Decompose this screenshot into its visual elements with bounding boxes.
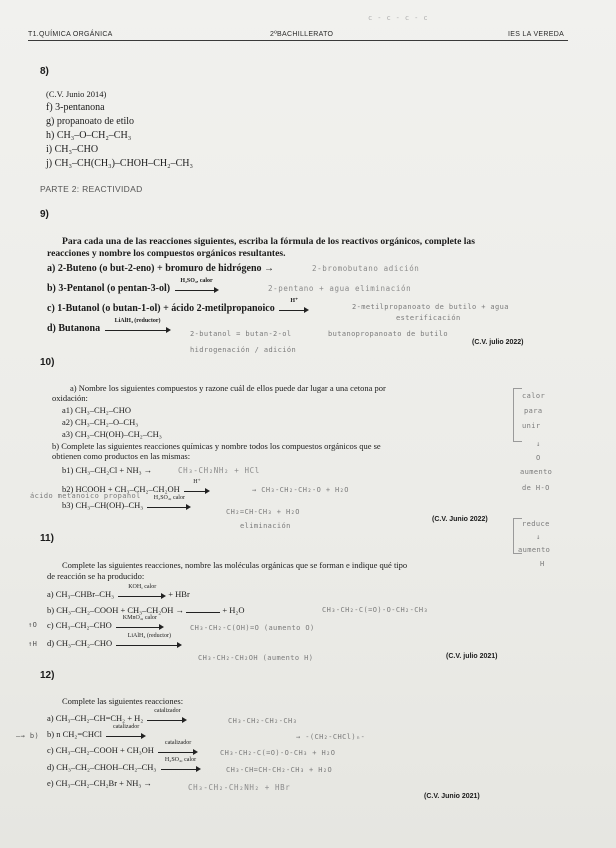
q12-b-text: b) n CH₂=CHCl	[47, 729, 102, 739]
q9-b-arrow	[175, 277, 219, 294]
q12-d-text: d) CH₃–CH₂–CHOH–CH₂–CH₃	[47, 762, 157, 772]
q11-c-answer: CH₃-CH₂-C(OH)=O (aumento O)	[190, 624, 315, 632]
q9-c-condition: H⁺	[290, 297, 299, 304]
q8-number: 8)	[40, 66, 49, 77]
q12-c-text: c) CH₃–CH₂–COOH + CH₃OH	[47, 745, 154, 755]
q9-source: (C.V. julio 2022)	[472, 339, 524, 346]
q10-margin-bracket	[513, 388, 522, 442]
q12-number: 12)	[40, 670, 55, 681]
q11-b-tail: + H₂O	[222, 605, 245, 615]
q11-a-tail: + HBr	[168, 589, 190, 599]
q9-number: 9)	[40, 209, 49, 220]
q10-a2: a2) CH₃–CH₂–O–CH₃	[62, 417, 139, 427]
q9-c-arrow	[279, 297, 309, 314]
q10-margin-3: unir	[522, 422, 541, 430]
q11-d-condition: LiAlH₄ (reductor)	[127, 633, 171, 640]
q9-d-condition: LiAlH₄ (reductor)	[114, 317, 161, 324]
q9-intro-line2: reacciones y nombre los compuestos orgánicos resultantes.	[47, 248, 286, 259]
q11-a-text: a) CH₃–CHBr–CH₃	[47, 589, 115, 599]
q8-item-i: i) CH₃–CHO	[46, 144, 99, 155]
q10-b2-arrow	[184, 479, 210, 495]
q10-b2-condition: H⁺	[193, 479, 201, 486]
q10-b1: b1) CH₃–CH₂Cl + NH₃ →	[62, 465, 153, 475]
q9-c	[47, 297, 311, 315]
q8-item-h: h) CH₃–O–CH₂–CH₃	[46, 130, 132, 141]
q9-d-text: d) Butanona	[47, 323, 101, 334]
q11-intro-line1: Complete las siguientes reacciones, nombre las moléculas orgánicas que se forman e indique qué tipo	[62, 560, 408, 570]
q11-margin-3: aumento	[518, 546, 551, 554]
header-course: 2ºBACHILLERATO	[270, 31, 334, 38]
q9-b	[47, 277, 221, 295]
q11-c	[47, 615, 166, 631]
q11-d	[47, 633, 184, 649]
q10-margin-6: aumento	[520, 468, 553, 476]
q10-a1: a1) CH₃–CH₂–CHO	[62, 405, 131, 415]
q9-d-answer-type: hidrogenación / adición	[190, 346, 297, 354]
q10-b3-answer: CH₂=CH-CH₃ + H₂O	[226, 508, 300, 516]
q12-a-answer: CH₃-CH₂-CH₂-CH₃	[228, 717, 298, 725]
q12-b-mark: —→ b)	[16, 732, 40, 740]
q12-d-answer: CH₃-CH=CH-CH₂-CH₃ + H₂O	[226, 766, 333, 774]
header-rule	[28, 40, 568, 41]
q8-item-j: j) CH₃–CH(CH₃)–CHOH–CH₂–CH₃	[46, 158, 194, 169]
q11-d-text: d) CH₃–CH₂–CHO	[47, 638, 113, 648]
header-scribble: c - c - c - c	[368, 14, 428, 22]
q11-d-mark: ↑H	[28, 640, 38, 648]
q10-b1-answer: CH₃-CH₂NH₂ + HCl	[178, 466, 260, 475]
q10-b3-text: b3) CH₃–CH(OH)–CH₃	[62, 500, 144, 510]
q9-d-answer-extra: butanopropanoato de butilo	[328, 330, 448, 338]
q9-d	[47, 317, 173, 335]
q11-c-arrow	[116, 615, 164, 631]
q9-a: a) 2-Buteno (o but-2-eno) + bromuro de hidrógeno →	[47, 263, 275, 274]
q12-a-condition: catalizador	[154, 708, 181, 715]
q12-c-answer: CH₃-CH₂-C(=O)-O-CH₃ + H₂O	[220, 749, 336, 757]
q12-a-text: a) CH₃–CH₂–CH=CH₂ + H₂	[47, 713, 144, 723]
q11-number: 11)	[40, 533, 54, 544]
q12-b-answer: → -(CH₂-CHCl)ₙ-	[296, 733, 366, 741]
q10-intro-b-line2: obtienen como productos en las mismas:	[52, 451, 191, 461]
q11-d-answer: CH₃-CH₂-CH₂OH (aumento H)	[198, 654, 314, 662]
q10-margin-1: calor	[522, 392, 546, 400]
q10-source: (C.V. Junio 2022)	[432, 516, 488, 523]
q11-intro-line2: de reacción se ha producido:	[47, 571, 145, 581]
q11-a-arrow	[118, 584, 166, 600]
q12-a	[47, 708, 189, 724]
q11-c-text: c) CH₃–CH₂–CHO	[47, 620, 112, 630]
q9-c-text: c) 1-Butanol (o butan-1-ol) + ácido 2-metilpropanoico	[47, 303, 275, 314]
q11-b-blank	[186, 604, 220, 613]
q12-c-condition: catalizador	[164, 740, 192, 747]
q12-a-arrow	[147, 708, 187, 724]
q12-b	[47, 724, 148, 740]
q11-margin-1: reduce	[522, 520, 550, 528]
q8-item-g: g) propanoato de etilo	[46, 116, 135, 127]
q11-c-mark: ↑O	[28, 621, 38, 629]
q10-intro-b-line1: b) Complete las siguientes reacciones químicas y nombre todos los compuestos orgánicos que se	[52, 441, 381, 451]
q10-b2-text: b2) HCOOH + CH₃–CH₂–CH₂OH	[62, 484, 180, 494]
q10-a3: a3) CH₃–CH(OH)–CH₂–CH₃	[62, 429, 162, 439]
q10-b3-answer-type: eliminación	[240, 522, 291, 530]
q10-margin-4: ↓	[536, 440, 541, 448]
q12-d	[47, 757, 203, 773]
section-title: PARTE 2: REACTIVIDAD	[40, 184, 143, 194]
q10-intro-a-line1: a) Nombre los siguientes compuestos y razone cuál de ellos puede dar lugar a una cetona por	[70, 383, 386, 393]
q12-c-arrow	[158, 740, 198, 756]
q8-item-f: f) 3-pentanona	[46, 102, 105, 113]
q12-e: e) CH₃–CH₂–CH₂Br + NH₃ →	[47, 778, 152, 788]
q11-b-answer: CH₃-CH₂-C(=O)-O-CH₂-CH₃	[322, 606, 429, 614]
q11-b-text: b) CH₃–CH₂–COOH + CH₃–CH₂OH →	[47, 605, 185, 615]
q9-b-text: b) 3-Pentanol (o pentan-3-ol)	[47, 283, 171, 294]
q12-b-arrow	[106, 724, 146, 740]
q10-margin-5: O	[536, 454, 541, 462]
q10-b3-condition: H₂SO₄, calor	[153, 495, 185, 502]
q10-b3	[62, 495, 193, 511]
q8-source: (C.V. Junio 2014)	[46, 89, 107, 99]
q11-a	[47, 584, 190, 600]
q9-d-answer: 2-butanol = butan-2-ol	[190, 330, 292, 338]
q11-a-condition: KOH, calor	[128, 584, 157, 591]
q10-b2-answer: → CH₃-CH₂-CH₂-O + H₂O	[252, 486, 349, 494]
q9-intro-line1: Para cada una de las reacciones siguientes, escriba la fórmula de los reactivos orgánicos, complete las	[62, 236, 475, 247]
q10-b3-arrow	[147, 495, 191, 511]
q9-c-answer: 2-metilpropanoato de butilo + agua	[352, 303, 509, 311]
q10-margin-2: para	[524, 407, 543, 415]
q9-d-arrow	[105, 317, 171, 334]
header-subject: T1.QUÍMICA ORGÁNICA	[28, 31, 113, 38]
q12-d-arrow	[161, 757, 201, 773]
q12-intro: Complete las siguientes reacciones:	[62, 696, 184, 706]
q11-c-condition: KMnO₄, calor	[122, 615, 157, 622]
q12-b-condition: catalizador	[112, 724, 140, 731]
q9-c-answer-type: esterificación	[396, 314, 461, 322]
q10-number: 10)	[40, 357, 55, 368]
q12-e-answer: CH₃-CH₂-CH₂NH₂ + HBr	[188, 783, 291, 792]
q9-a-answer: 2-bromobutano adición	[312, 264, 420, 273]
q11-d-arrow	[116, 633, 182, 649]
q9-b-condition: H₂SO₄, calor	[180, 277, 213, 284]
q11-margin-4: H	[540, 560, 545, 568]
q10-intro-a-line2: oxidación:	[52, 393, 88, 403]
q11-source: (C.V. julio 2021)	[446, 653, 498, 660]
q9-b-answer: 2-pentano + agua eliminación	[268, 284, 412, 293]
q12-d-condition: H₂SO₄, calor	[164, 757, 197, 764]
q10-margin-7: de H-O	[522, 484, 550, 492]
q11-margin-2: ↓	[536, 533, 541, 541]
q10-b2-note: ácido metanoico propanol	[30, 492, 141, 500]
q12-source: (C.V. Junio 2021)	[424, 793, 480, 800]
q12-c	[47, 740, 200, 756]
header-school: IES LA VEREDA	[508, 31, 565, 38]
